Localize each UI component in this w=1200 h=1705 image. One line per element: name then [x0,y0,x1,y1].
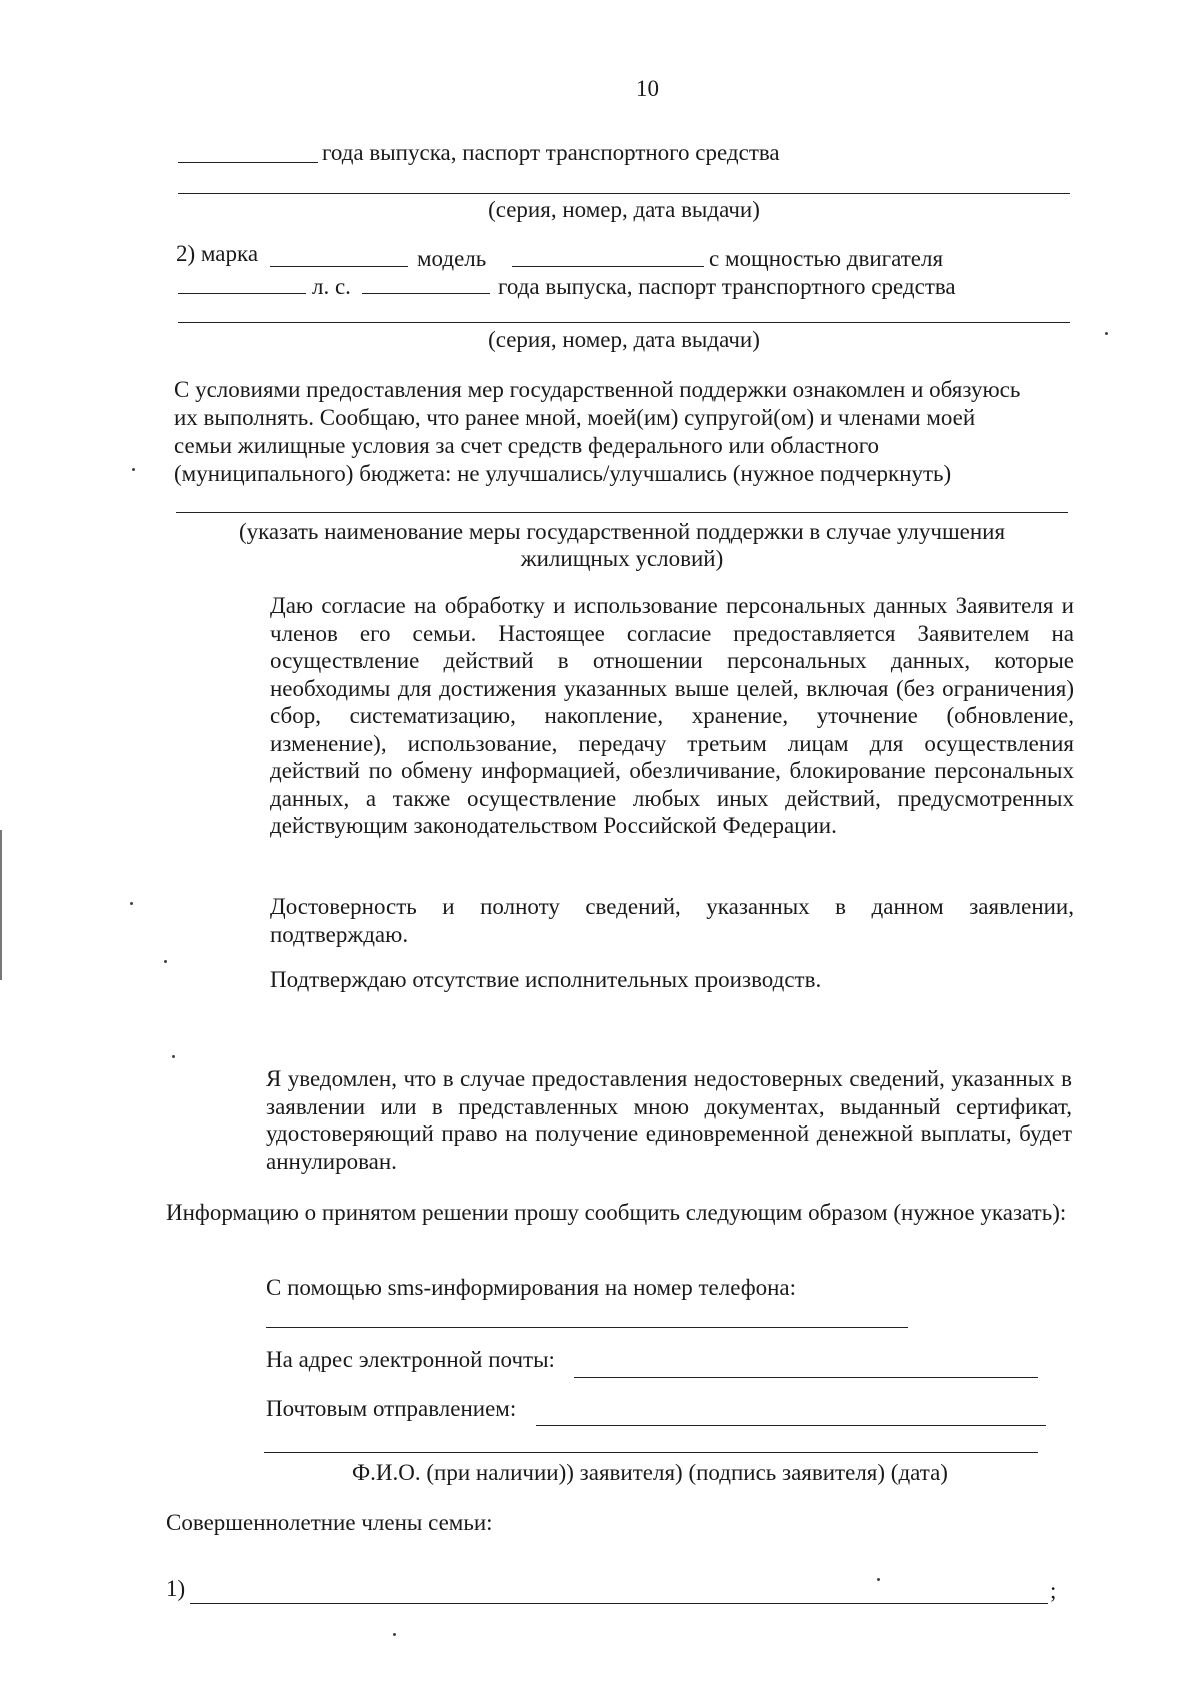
scan-speck [164,960,167,963]
post-field-line [536,1425,1046,1426]
phone-field-line [266,1327,908,1328]
email-field-line [574,1377,1038,1378]
page-number: 10 [636,76,659,101]
scan-speck [1105,332,1108,335]
vehicle1-series-hint: (серия, номер, дата выдачи) [488,197,760,222]
scan-speck [877,1578,880,1581]
passport-line-2 [178,322,1070,323]
year-blank [178,162,318,163]
conditions-hint-1: (указать наименование меры государственной поддержки в случае улучшения [238,519,1006,544]
conditions-hint-2: жилищных условий) [520,546,724,571]
notice-paragraph: Я уведомлен, что в случае предоставления недостоверных сведений, указанных в заявлении или в представленных мною документах, выданный сертификат, удостоверяющий право на получение единовременной денежной выплаты, будет аннулирован. [266,1066,1072,1174]
passport-line [178,193,1070,194]
vehicle2-power-label: с мощностью двигателя [709,246,944,271]
brand-blank [270,266,408,267]
conditions-line-1: С условиями предоставления мер государственной поддержки ознакомлен и обязуюсь [174,377,1021,402]
vehicle2-year-passport-label: года выпуска, паспорт транспортного средства [498,274,956,299]
vehicle2-model-label: модель [417,246,487,271]
vehicle1-year-passport-label: года выпуска, паспорт транспортного средства [322,140,780,165]
scan-speck [172,1055,175,1058]
vehicle2-series-hint: (серия, номер, дата выдачи) [488,327,760,352]
member-1-suffix: ; [1050,1578,1057,1603]
sms-label: С помощью sms-информирования на номер телефона: [266,1275,797,1300]
scan-speck [393,1633,396,1636]
member-1-prefix: 1) [166,1576,186,1601]
signature-line [264,1452,1038,1453]
post-label: Почтовым отправлением: [266,1396,517,1421]
signature-hint: Ф.И.О. (при наличии)) заявителя) (подпись заявителя) (дата) [352,1460,948,1485]
email-label: На адрес электронной почты: [266,1347,555,1372]
year-blank-2 [362,293,490,294]
power-blank [178,293,306,294]
consent-paragraph: Даю согласие на обработку и использование персональных данных Заявителя и членов его семьи. Настоящее согласие предоставляется Заявителем на осуществление действий в отношении персональных данных, которые необходимы для достижения указанных выше целей, включая (без ограничения) сбор, систематизацию, накопление, хранение, уточнение (обновление, изменение), использование, передачу третьим лицам для осуществления действий по обмену информацией, обезличивание, блокирование персональных данных, а также осуществление любых иных действий, предусмотренных действующим законодательством Российской Федерации. [270,593,1074,838]
vehicle2-hp-label: л. с. [312,274,351,299]
model-blank [512,266,704,267]
conditions-line-2: их выполнять. Сообщаю, что ранее мной, моей(им) супругой(ом) и членами моей [174,405,976,430]
scan-edge-mark [0,830,2,980]
adult-members-title: Совершеннолетние члены семьи: [166,1510,493,1535]
no-enforcement-text: Подтверждаю отсутствие исполнительных производств. [270,967,822,992]
conditions-line-3: семьи жилищные условия за счет средств федерального или областного [174,433,880,458]
info-request-paragraph: Информацию о принятом решении прошу сообщить следующим образом (нужное указать): [166,1200,1067,1225]
scan-speck [130,902,133,905]
vehicle2-prefix: 2) марка [176,241,259,266]
scan-speck [132,468,135,471]
conditions-line-4: (муниципального) бюджета: не улучшались/улучшались (нужное подчеркнуть) [174,461,952,486]
member-1-line [190,1603,1048,1604]
measure-line [176,512,1068,513]
reliability-paragraph: Достоверность и полноту сведений, указанных в данном заявлении, подтверждаю. [270,894,1074,947]
